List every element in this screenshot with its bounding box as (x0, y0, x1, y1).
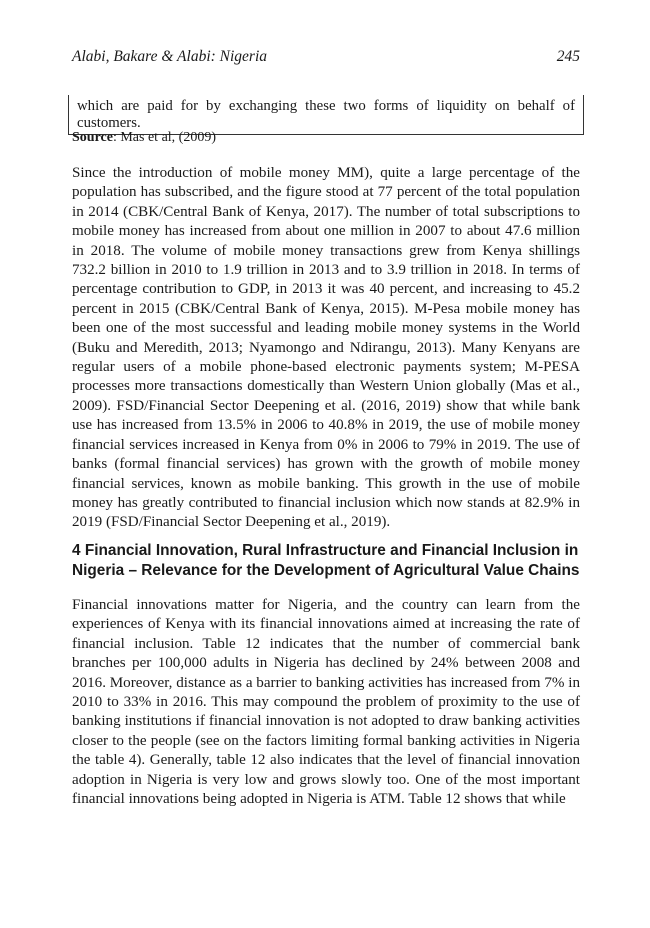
source-label: Source (72, 130, 113, 145)
box-continuation: which are paid for by exchanging these two forms of liquidity on behalf of customers. (68, 95, 584, 135)
section-heading: 4 Financial Innovation, Rural Infrastructure and Financial Inclusion in Nigeria – Relevance for the Development of Agricultural Value Chains (72, 542, 580, 579)
running-title: Alabi, Bakare & Alabi: Nigeria (72, 48, 268, 65)
source-note (72, 130, 216, 146)
running-header (72, 48, 580, 70)
body-paragraph-1: Since the introduction of mobile money MM), quite a large percentage of the population has subscribed, and the figure stood at 77 percent of the total population in 2014 (CBK/Central Bank of Kenya, 2017). The number of total subscriptions to mobile money has increased from about one million in 2007 to about 47.6 million in 2018. The volume of mobile money transactions grew from Kenya shillings 732.2 billion in 2010 to 1.9 trillion in 2013 and to 3.9 trillion in 2018. In terms of percentage contribution to GDP, in 2013 it was 40 percent, and increasing to 45.2 percent in 2015 (CBK/Central Bank of Kenya, 2015). M-Pesa mobile money has been one of the most successful and leading mobile money systems in the World (Buku and Meredith, 2013; Nyamongo and Ndirangu, 2013). Many Kenyans are regular users of a mobile phone-based electronic payments system; M-PESA processes more transactions domestically than Western Union globally (Mas et al., 2009). FSD/Financial Sector Deepening et al. (2016, 2019) show that while bank use has increased from 13.5% in 2006 to 40.8% in 2019, the use of mobile money financial services increased in Kenya from 0% in 2006 to 79% in 2019. The use of banks (formal financial services) has grown with the growth of mobile money financial services, known as mobile banking. This growth in the use of mobile money has greatly contributed to financial inclusion which now stands at 82.9% in 2019 (FSD/Financial Sector Deepening et al., 2019). (72, 165, 580, 531)
source-text: : Mas et al, (2009) (112, 130, 216, 145)
page-number: 245 (556, 48, 580, 65)
body-paragraph-2: Financial innovations matter for Nigeria, and the country can learn from the experiences of Kenya with its financial innovations aimed at increasing the rate of financial inclusion. Table 12 indicates that the number of commercial bank branches per 100,000 adults in Nigeria has declined by 24% between 2008 and 2016. Moreover, distance as a barrier to banking activities has increased from 7% in 2010 to 33% in 2016. This may compound the problem of proximity to the use of banking institutions if financial innovation is not adopted to draw banking activities closer to the people (see on the factors limiting formal banking activities in Nigeria the table 4). Generally, table 12 also indicates that the level of financial innovation adoption in Nigeria is very low and grows slowly too. One of the most important financial innovations being adopted in Nigeria is ATM. Table 12 shows that while (72, 597, 580, 808)
